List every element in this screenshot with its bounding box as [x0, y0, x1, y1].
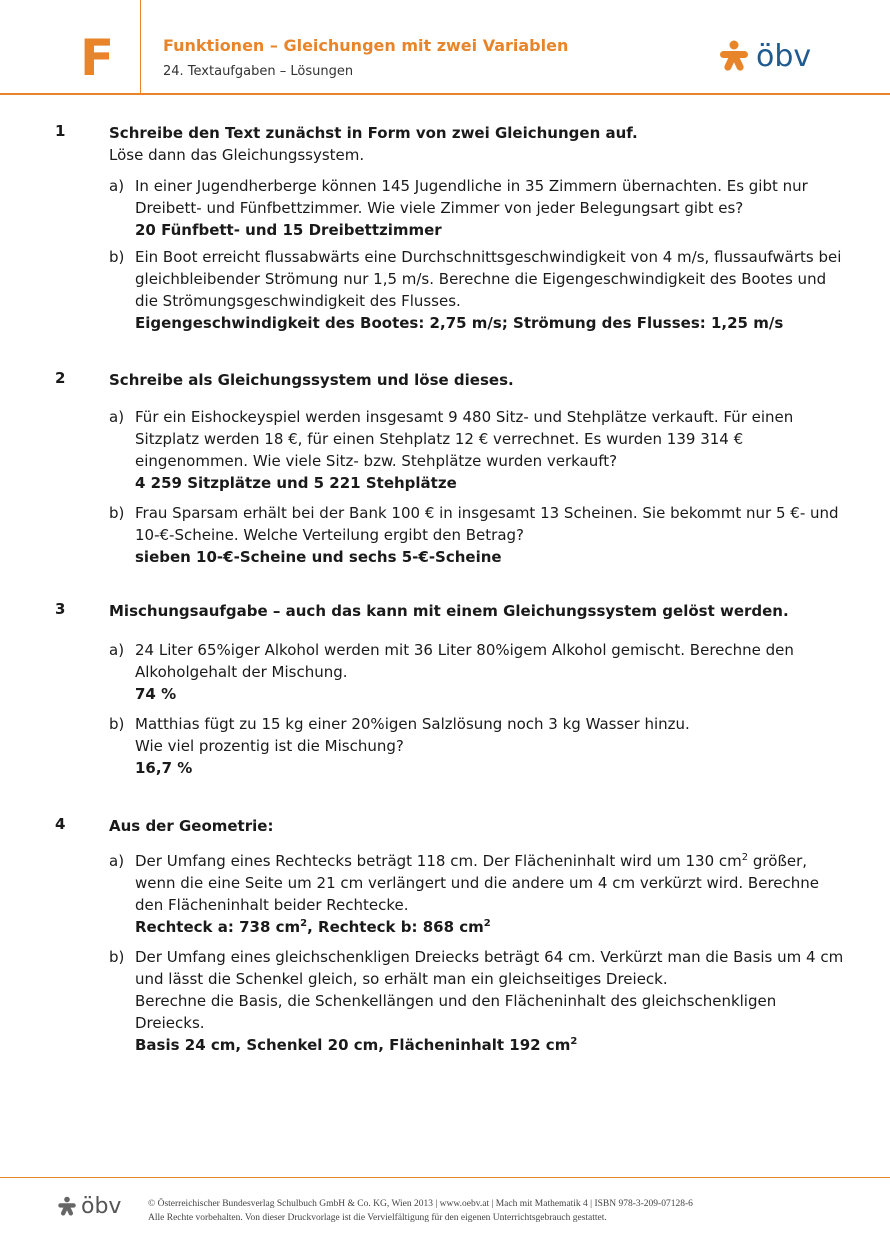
task-number: 4 — [55, 815, 66, 833]
item-text-post: größer, wenn die eine Seite um 21 cm verlängert und die andere um 4 cm verkürzt wird. Berechne den Flächeninhalt beider Rechtecke. — [135, 852, 819, 914]
item-text: 24 Liter 65%iger Alkohol werden mit 36 Liter 80%igem Alkohol gemischt. Berechne den Alkoholgehalt der Mischung. — [135, 641, 794, 681]
item-text: Ein Boot erreicht flussabwärts eine Durchschnittsgeschwindigkeit von 4 m/s, flussaufwärts bei gleichbleibender Strömung nur 1,5 m/s. Berechne die Eigengeschwindigkeit des Bootes und die Strömungsgeschwindigkeit des Flusses. — [135, 248, 842, 310]
footer-copyright — [148, 1197, 848, 1225]
logo-text: öbv — [756, 39, 812, 74]
item-text-line-2: Berechne die Basis, die Schenkellängen und den Flächeninhalt des gleichschenkligen Dreiecks. — [135, 992, 777, 1032]
task-number: 2 — [55, 369, 66, 387]
section-letter: F — [80, 29, 115, 87]
item-text-line-1: Matthias fügt zu 15 kg einer 20%igen Salzlösung noch 3 kg Wasser hinzu. — [135, 715, 690, 733]
superscript: 2 — [483, 918, 491, 929]
item-answer: sieben 10-€-Scheine und sechs 5-€-Scheine — [135, 548, 502, 566]
star-logo-icon — [718, 40, 750, 74]
item-label: a) — [109, 852, 125, 870]
footer-line-1: © Österreichischer Bundesverlag Schulbuch GmbH & Co. KG, Wien 2013 | www.oebv.at | Mach mit Mathematik 4 | ISBN 978-3-209-07128-6 — [148, 1199, 693, 1209]
item-answer: 20 Fünfbett- und 15 Dreibettzimmer — [135, 221, 442, 239]
item-label: a) — [109, 177, 125, 195]
answer-part-1: Rechteck a: 738 cm — [135, 918, 301, 936]
superscript: 2 — [741, 852, 749, 863]
answer-text: Basis 24 cm, Schenkel 20 cm, Flächeninhalt 192 cm — [135, 1036, 571, 1054]
item-text-line-2: Wie viel prozentig ist die Mischung? — [135, 737, 404, 755]
item-label: a) — [109, 641, 125, 659]
item-answer: Eigengeschwindigkeit des Bootes: 2,75 m/s; Strömung des Flusses: 1,25 m/s — [135, 314, 784, 332]
task-heading — [109, 122, 849, 166]
item-answer: 4 259 Sitzplätze und 5 221 Stehplätze — [135, 474, 457, 492]
item-answer — [135, 1034, 850, 1056]
task-heading-text: Aus der Geometrie: — [109, 817, 274, 835]
star-logo-icon — [57, 1196, 77, 1218]
page-title: Funktionen – Gleichungen mit zwei Variablen — [163, 36, 569, 55]
task-heading — [109, 815, 849, 837]
task-heading-text: Schreibe als Gleichungssystem und löse dieses. — [109, 371, 514, 389]
item-label: b) — [109, 948, 125, 966]
footer-logo-text: öbv — [81, 1194, 122, 1219]
item-text-line-1: Der Umfang eines gleichschenkligen Dreiecks beträgt 64 cm. Verkürzt man die Basis um 4 cm und lässt die Schenkel gleich, so erhält man ein gleichseitiges Dreieck. — [135, 948, 844, 988]
item-answer — [135, 916, 850, 938]
footer-divider — [0, 1177, 890, 1178]
task-heading — [109, 600, 849, 622]
item-text: Für ein Eishockeyspiel werden insgesamt 9 480 Sitz- und Stehplätze verkauft. Für einen Sitzplatz werden 18 €, für einen Stehplatz 12 € verrechnet. Es wurden 139 314 € eingenommen. Wie viele Sitz- bzw. Stehplätze wurden verkauft? — [135, 408, 794, 470]
task-subheading: Löse dann das Gleichungssystem. — [109, 146, 365, 164]
task-number: 3 — [55, 600, 66, 618]
task-number: 1 — [55, 122, 66, 140]
item-text: Frau Sparsam erhält bei der Bank 100 € in insgesamt 13 Scheinen. Sie bekommt nur 5 €- und 10-€-Scheine. Welche Verteilung ergibt den Betrag? — [135, 504, 839, 544]
item-label: b) — [109, 715, 125, 733]
item-text-pre: Der Umfang eines Rechtecks beträgt 118 cm. Der Flächeninhalt wird um 130 cm — [135, 852, 742, 870]
superscript: 2 — [300, 918, 308, 929]
page-subtitle: 24. Textaufgaben – Lösungen — [163, 64, 354, 79]
publisher-logo — [718, 40, 811, 74]
item-answer: 16,7 % — [135, 759, 193, 777]
item-text — [135, 852, 819, 914]
task-heading-text: Mischungsaufgabe – auch das kann mit einem Gleichungssystem gelöst werden. — [109, 602, 789, 620]
footer-logo — [57, 1196, 121, 1218]
item-answer: 74 % — [135, 685, 177, 703]
header-divider-horizontal — [0, 93, 890, 95]
footer-line-2: Alle Rechte vorbehalten. Von dieser Druckvorlage ist die Vervielfältigung für den eigenen Unterrichtsgebrauch gestattet. — [148, 1213, 607, 1223]
header-divider-vertical — [140, 0, 141, 95]
task-heading-text: Schreibe den Text zunächst in Form von zwei Gleichungen auf. — [109, 124, 638, 142]
item-text: In einer Jugendherberge können 145 Jugendliche in 35 Zimmern übernachten. Es gibt nur Dreibett- und Fünfbettzimmer. Wie viele Zimmer von jeder Belegungsart gibt es? — [135, 177, 808, 217]
task-heading — [109, 369, 849, 391]
answer-part-2: , Rechteck b: 868 cm — [307, 918, 484, 936]
item-label: a) — [109, 408, 125, 426]
superscript: 2 — [570, 1036, 578, 1047]
item-label: b) — [109, 504, 125, 522]
item-label: b) — [109, 248, 125, 266]
